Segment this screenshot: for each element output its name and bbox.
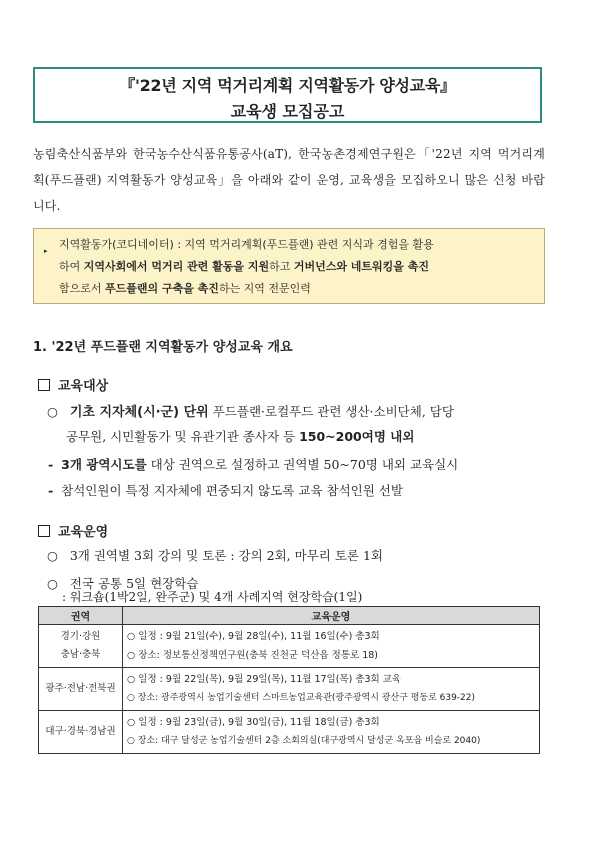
- document-subtitle: 교육생 모집공고: [230, 102, 345, 121]
- title-box: [33, 67, 542, 123]
- definition-callout: [33, 228, 545, 304]
- section-1-heading: 1. '22년 푸드플랜 지역활동가 양성교육 개요: [33, 340, 293, 355]
- operation-heading-label: 교육운영: [58, 525, 109, 540]
- target-heading-label: 교육대상: [58, 379, 109, 394]
- target-dash-1: [48, 455, 458, 473]
- callout-text-part: 하는 지역 전문인력: [218, 282, 311, 295]
- region-cell: [39, 625, 123, 668]
- dash-bullet-icon: -: [48, 457, 54, 472]
- schedule-text: ○ 일정 : 9월 23일(금), 9월 30일(금), 11월 18일(금) 총3회: [127, 717, 380, 728]
- detail-cell: [123, 711, 540, 754]
- circle-bullet-icon: ○: [47, 548, 58, 563]
- region-cell: [39, 668, 123, 711]
- callout-emphasis: 지역사회에서 먹거리 관련 활동을 지원: [83, 260, 270, 273]
- callout-text-part: 하고: [269, 260, 294, 273]
- place-text: ○ 장소: 대구 달성군 농업기술센터 2층 소회의실(대구광역시 달성군 옥포읍 비슬로 2040): [127, 736, 481, 746]
- callout-line-1: 지역활동가(코디네이터) : 지역 먹거리계획(푸드플랜) 관련 지식과 경험을 활용: [59, 238, 434, 251]
- dash-bullet-icon: -: [48, 483, 54, 498]
- target-dash-2: [48, 481, 403, 499]
- checkbox-square-icon: [38, 379, 50, 391]
- schedule-text: ○ 일정 : 9월 21일(수), 9월 28일(수), 11월 16일(수) 총3회: [127, 631, 380, 642]
- checkbox-square-icon: [38, 525, 50, 537]
- callout-text: [47, 234, 534, 300]
- target-text: 대상 권역으로 설정하고 권역별 50~70명 내외 교육실시: [146, 457, 459, 472]
- callout-emphasis: 푸드플랜의 구축을 촉진: [105, 282, 219, 295]
- callout-emphasis: 거버넌스와 네트워킹을 촉진: [293, 260, 430, 273]
- detail-cell: [123, 668, 540, 711]
- region-name: 경기·강원: [60, 631, 101, 642]
- column-header-region: 권역: [39, 607, 123, 625]
- callout-text-part: 하여: [59, 260, 84, 273]
- operation-text: 전국 공통 5일 현장학습: [69, 576, 199, 591]
- region-cell: [39, 711, 123, 754]
- schedule-text: ○ 일정 : 9월 22일(목), 9월 29일(목), 11월 17일(목) 총3회 교육: [127, 674, 402, 685]
- target-emphasis: 3개 광역시도를: [61, 457, 147, 472]
- region-name: 대구·경북·경남권: [45, 726, 116, 737]
- region-name: 광주·전남·전북권: [45, 683, 116, 694]
- target-line-1: [47, 401, 454, 420]
- target-emphasis: 150~200여명 내외: [299, 429, 415, 444]
- document-title: 『'22년 지역 먹거리계획 지역활동가 양성교육』: [119, 76, 456, 95]
- operation-item-1: [47, 546, 383, 564]
- table-row: [39, 625, 540, 668]
- target-line-2: [66, 427, 414, 445]
- target-emphasis: 기초 지자체(시·군) 단위: [69, 405, 209, 420]
- operation-text: 3개 권역별 3회 강의 및 토론 : 강의 2회, 마무리 토론 1회: [69, 548, 383, 563]
- region-name: 충남·충북: [60, 649, 101, 660]
- target-text: 푸드플랜·로컬푸드 관련 생산·소비단체, 담당: [208, 404, 454, 419]
- target-text: 공무원, 시민활동가 및 유관기관 종사자 등: [66, 429, 300, 444]
- circle-bullet-icon: ○: [47, 404, 58, 419]
- operation-heading: [38, 521, 108, 540]
- table-row: [39, 668, 540, 711]
- callout-line-3: [59, 278, 534, 300]
- table-row: [39, 711, 540, 754]
- place-text: ○ 장소: 광주광역시 농업기술센터 스마트농업교육관(광주광역시 광산구 평동로 639-22): [127, 693, 476, 703]
- callout-line-2: [59, 256, 534, 278]
- target-heading: [38, 375, 108, 394]
- column-header-operation: 교육운영: [123, 607, 540, 625]
- intro-text: 농림축산식품부와 한국농수산식품유통공사(aT), 한국농촌경제연구원은「'22년 지역 먹거리계획(푸드플랜) 지역활동가 양성교육」을 아래와 같이 운영, 교육생을 모집하오니 많은 신청 바랍니다.: [33, 147, 545, 213]
- schedule-table: [38, 606, 540, 754]
- detail-cell: [123, 625, 540, 668]
- table-header-row: [39, 607, 540, 625]
- intro-paragraph: [33, 141, 545, 219]
- callout-text-part: 함으로서: [59, 282, 106, 295]
- triangle-bullet-icon: ▸: [44, 247, 48, 255]
- target-text: 참석인원이 특정 지자체에 편중되지 않도록 교육 참석인원 선발: [61, 483, 403, 498]
- place-text: ○ 장소: 정보통신정책연구원(충북 진천군 덕산읍 정통로 18): [127, 650, 379, 661]
- circle-bullet-icon: ○: [47, 576, 58, 591]
- operation-item-2-sub: : 워크숍(1박2일, 완주군) 및 4개 사례지역 현장학습(1일): [62, 590, 363, 604]
